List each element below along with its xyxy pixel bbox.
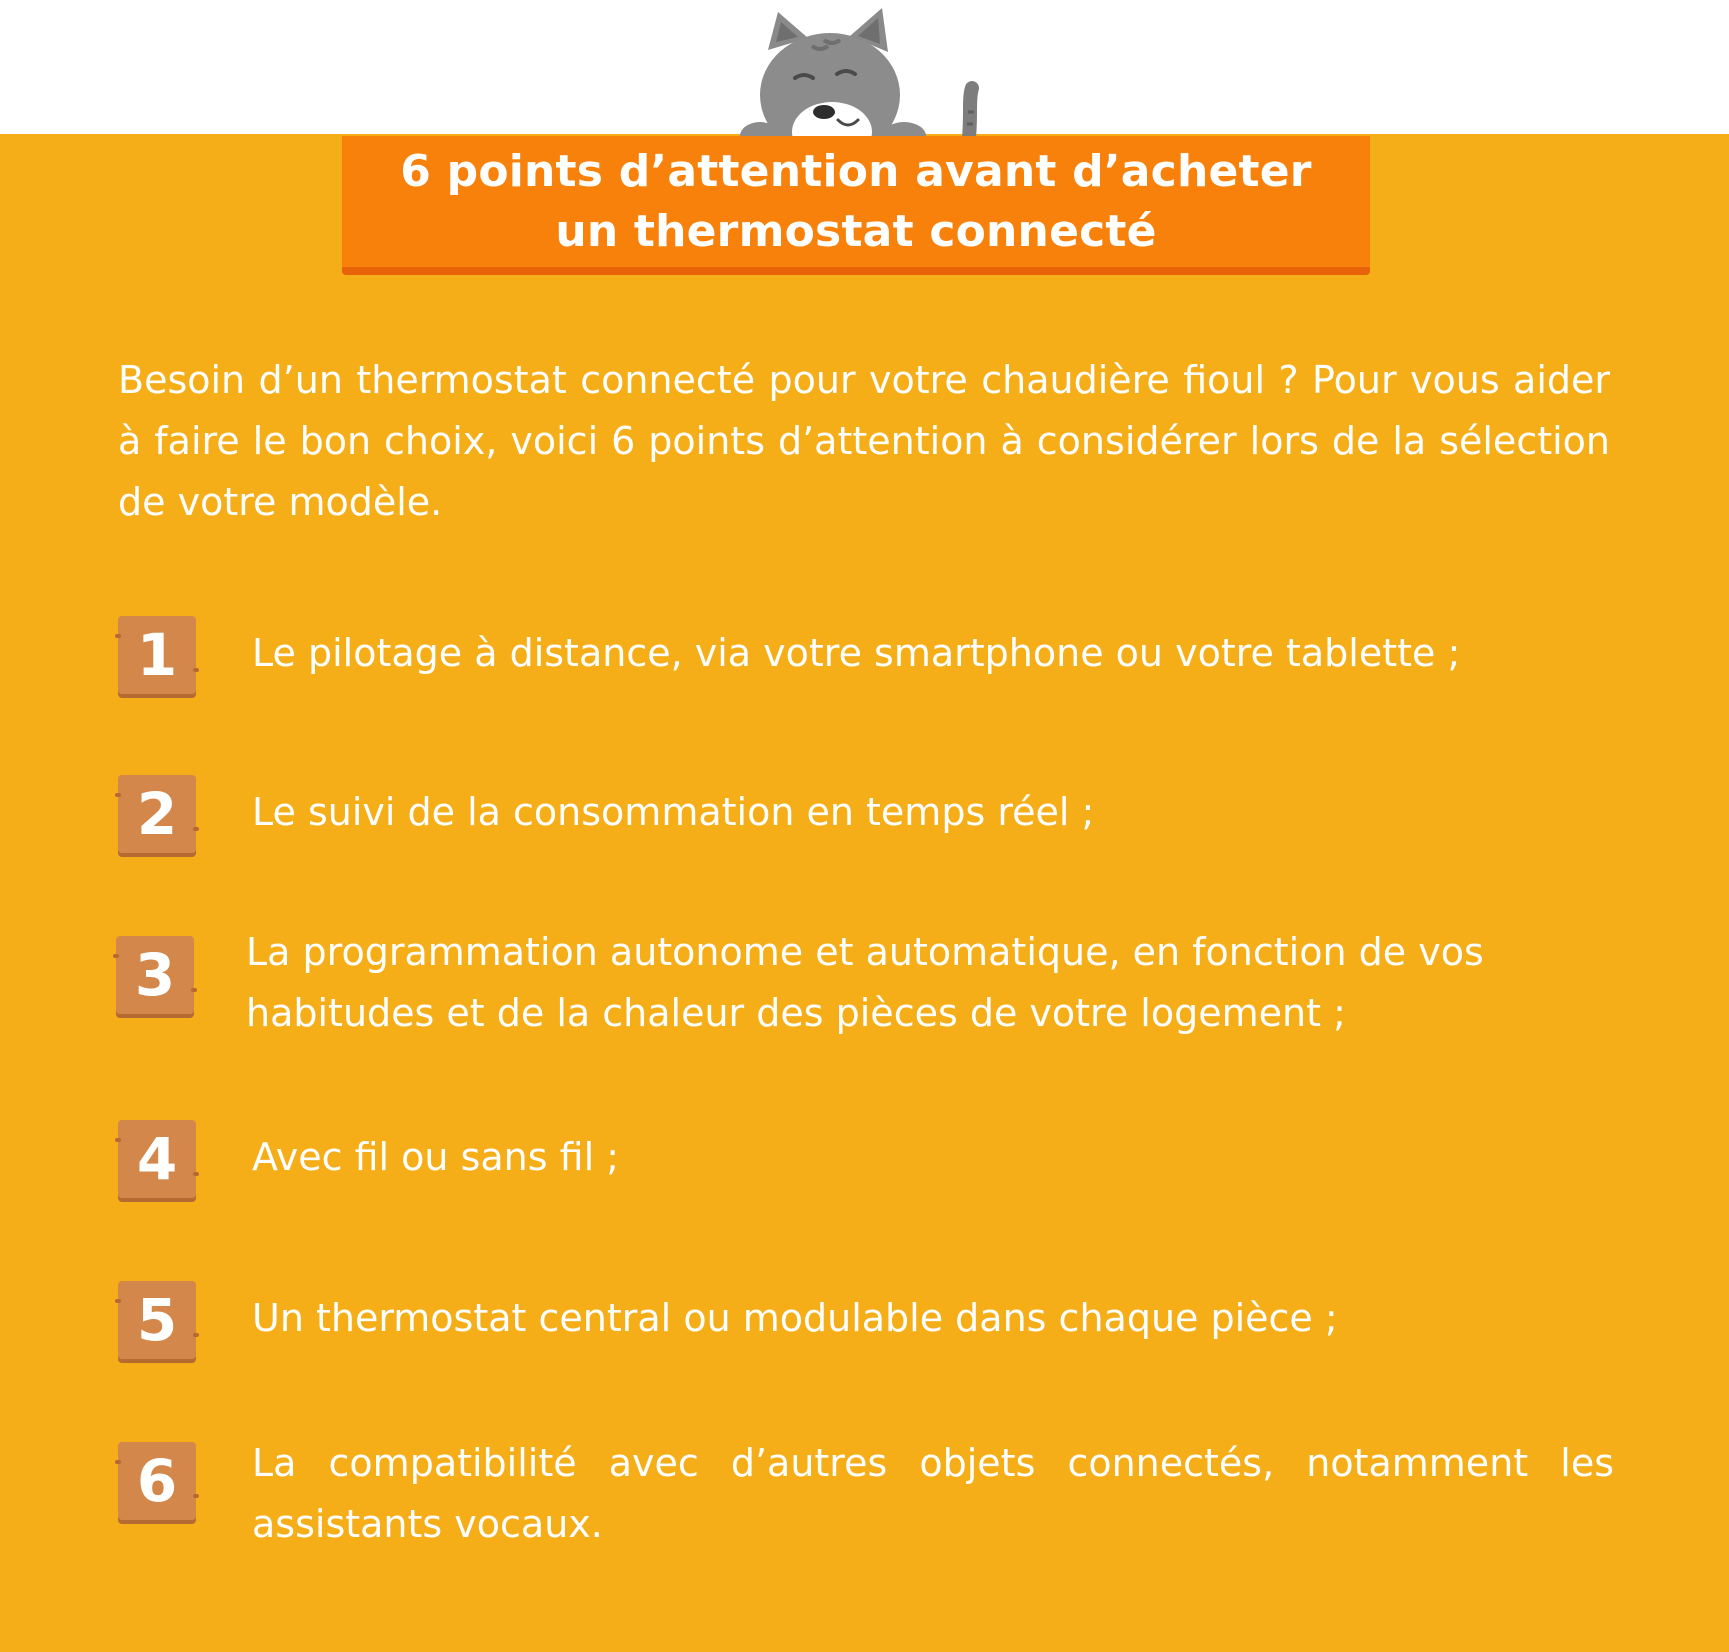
list-item-4: Avec fil ou sans fil ; — [252, 1135, 620, 1179]
number-badge-4 — [118, 1120, 196, 1198]
list-item-5: Un thermostat central ou modulable dans chaque pièce ; — [252, 1296, 1338, 1340]
title-banner — [342, 136, 1370, 275]
badge-number: 3 — [134, 941, 176, 1009]
badge-number: 2 — [136, 780, 178, 848]
number-badge-2 — [118, 775, 196, 853]
intro-paragraph: Besoin d’un thermostat connecté pour votre chaudière fioul ? Pour vous aider à faire le bon choix, voici 6 points d’attention à considérer lors de la sélection de votre modèle. — [118, 358, 1610, 524]
title-line-1: 6 points d’attention avant d’acheter — [400, 145, 1312, 197]
list-item-1: Le pilotage à distance, via votre smartphone ou votre tablette ; — [252, 631, 1461, 675]
number-badge-3 — [116, 936, 194, 1014]
number-badge-5 — [118, 1281, 196, 1359]
number-badge-1 — [118, 616, 196, 694]
number-badge-6 — [118, 1442, 196, 1520]
list-item-3: La programmation autonome et automatique, en fonction de vos habitudes et de la chaleur des pièces de votre logement ; — [246, 930, 1484, 1035]
title-line-2: un thermostat connecté — [555, 205, 1157, 257]
badge-number: 1 — [136, 621, 178, 689]
badge-number: 4 — [136, 1125, 178, 1193]
badge-number: 5 — [136, 1286, 178, 1354]
badge-number: 6 — [136, 1447, 178, 1515]
list-item-2: Le suivi de la consommation en temps réel ; — [252, 790, 1095, 834]
list-item-6: La compatibilité avec d’autres objets connectés, notamment les assistants vocaux. — [252, 1441, 1614, 1546]
